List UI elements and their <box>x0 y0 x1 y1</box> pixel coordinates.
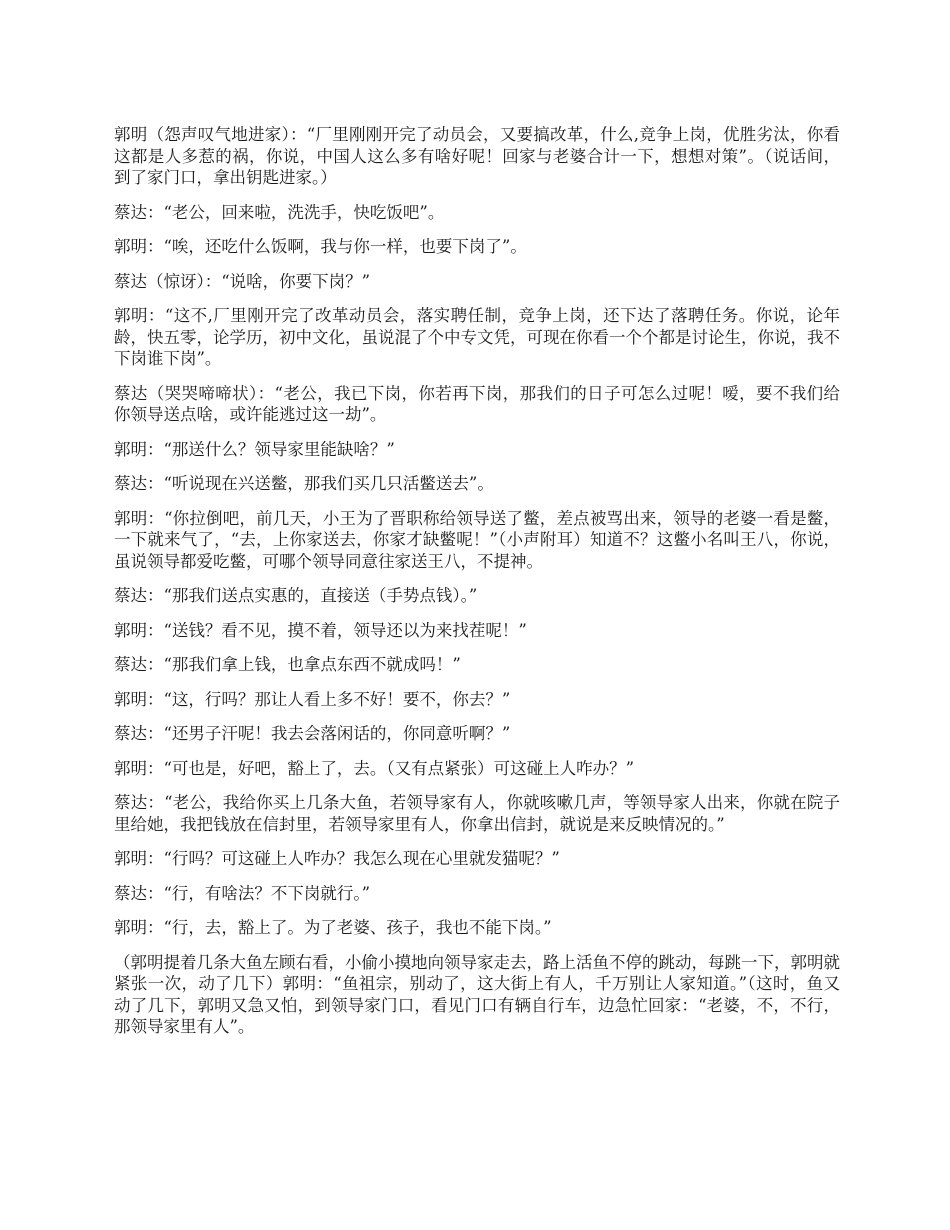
paragraph-11: 郭明：“送钱？看不见，摸不着，领导还以为来找茬呢！” <box>114 620 527 640</box>
paragraph-7: 郭明：“那送什么？领导家里能缺啥？” <box>114 439 395 459</box>
paragraph-6: 蔡达（哭哭啼啼状）：“老公，我已下岗，你若再下岗，那我们的日子可怎么过呢！嗳，要不我们给你领导送点啥，或许能逃过这一劫”。 <box>114 383 840 424</box>
paragraph-10: 蔡达：“那我们送点实惠的，直接送（手势点钱）。” <box>114 586 478 605</box>
paragraph-1: 郭明（怨声叹气地进家）：“厂里刚刚开完了动员会，又要搞改革，什么,竞争上岗，优胜劣汰，你看这都是人多惹的祸，你说，中国人这么多有啥好呢！回家与老婆合计一下，想想对策”。（说话间，到了家门口，拿出钥匙进家。） <box>114 125 840 187</box>
document-body <box>114 124 840 1051</box>
paragraph-14: 蔡达：“还男子汗呢！我去会落闲话的，你同意听啊？” <box>114 724 511 743</box>
paragraph-15: 郭明：“可也是，好吧，豁上了，去。（又有点紧张）可这碰上人咋办？” <box>114 758 635 778</box>
paragraph-16: 蔡达：“老公，我给你买上几条大鱼，若领导家有人，你就咳嗽几声，等领导家人出来，你就在院子里给她，我把钱放在信封里，若领导家里有人，你拿出信封，就说是来反映情况的。” <box>114 793 840 834</box>
paragraph-8: 蔡达：“听说现在兴送鳖，那我们买几只活鳖送去”。 <box>114 474 494 493</box>
paragraph-18: 蔡达：“行，有啥法？不下岗就行。” <box>114 883 371 903</box>
paragraph-2: 蔡达：“老公，回来啦，洗洗手，快吃饭吧”。 <box>114 202 445 222</box>
paragraph-20: （郭明提着几条大鱼左顾右看，小偷小摸地向领导家走去，路上活鱼不停的跳动，每跳一下，郭明就紧张一次，动了几下）郭明：“鱼祖宗，别动了，这大街上有人，千万别让人家知道。”（这时，鱼又动了几下，郭明又急又怕，到领导家门口，看见门口有辆自行车，边急忙回家：“老婆，不，不行，那领导家里有人”。 <box>114 952 840 1036</box>
paragraph-9: 郭明：“你拉倒吧，前几天，小王为了晋职称给领导送了鳖，差点被骂出来，领导的老婆一看是鳖，一下就来气了，“去，上你家送去，你家才缺鳖呢！”（小声附耳）知道不？这鳖小名叫王八，你说，虽说领导都爱吃鳖，可哪个领导同意往家送王八，不提神。 <box>114 508 840 571</box>
paragraph-5: 郭明：“这不,厂里刚开完了改革动员会，落实聘任制，竞争上岗，还下达了落聘任务。你说，论年龄，快五零，论学历，初中文化，虽说混了个中专文凭，可现在你看一个个都是讨论生，你说，我不下岗谁下岗”。 <box>114 306 840 368</box>
paragraph-17: 郭明：“行吗？可这碰上人咋办？我怎么现在心里就发猫呢？” <box>114 849 560 868</box>
paragraph-3: 郭明：“唉，还吃什么饭啊，我与你一样，也要下岗了”。 <box>114 237 527 256</box>
paragraph-13: 郭明：“这，行吗？那让人看上多不好！要不，你去？” <box>114 689 511 709</box>
paragraph-12: 蔡达：“那我们拿上钱，也拿点东西不就成吗！” <box>114 655 461 674</box>
paragraph-4: 蔡达（惊讶）：“说啥，你要下岗？” <box>114 271 371 291</box>
paragraph-19: 郭明：“行，去，豁上了。为了老婆、孩子，我也不能下岗。” <box>114 918 552 937</box>
